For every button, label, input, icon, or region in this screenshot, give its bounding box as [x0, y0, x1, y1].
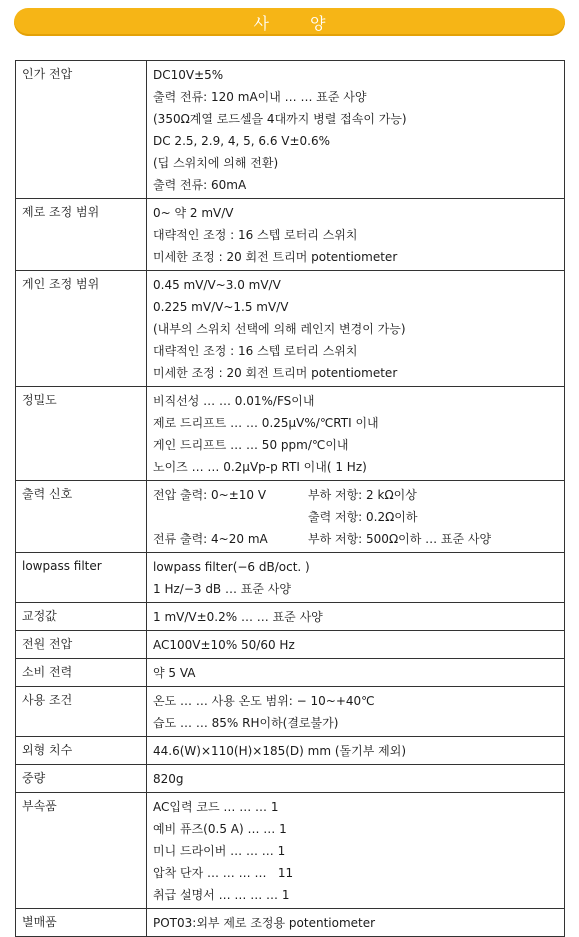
- spec-value-line: 약 5 VA: [153, 666, 196, 680]
- spec-label: 전원 전압: [22, 637, 73, 651]
- spec-value-right: 부하 저항: 2 kΩ이상: [308, 488, 417, 502]
- spec-value-left: 전압 출력: 0~±10 V: [153, 488, 267, 502]
- spec-value-cell: [147, 659, 565, 687]
- spec-value-line: 게인 드리프트 … … 50 ppm/℃이내: [153, 438, 349, 452]
- spec-label-cell: [16, 793, 147, 909]
- spec-value-cell: [147, 553, 565, 603]
- spec-row: [16, 199, 565, 271]
- spec-value-line: 0.225 mV/V~1.5 mV/V: [153, 300, 289, 314]
- spec-label: 사용 조건: [22, 693, 73, 707]
- spec-value-line: DC 2.5, 2.9, 4, 5, 6.6 V±0.6%: [153, 134, 331, 148]
- spec-label-cell: [16, 603, 147, 631]
- spec-value-line: 대략적인 조정 : 16 스텝 로터리 스위치: [153, 344, 358, 358]
- spec-label: 인가 전압: [22, 67, 73, 81]
- spec-value-line: lowpass filter(−6 dB/oct. ): [153, 560, 310, 574]
- spec-value-line: DC10V±5%: [153, 68, 224, 82]
- spec-value-cell: [147, 61, 565, 199]
- spec-value-line: (350Ω계열 로드셀을 4대까지 병렬 접속이 가능): [153, 112, 407, 126]
- spec-value-line: 예비 퓨즈(0.5 A) … … 1: [153, 822, 287, 836]
- specification-table: [15, 60, 565, 937]
- spec-value-line: (내부의 스위치 선택에 의해 레인지 변경이 가능): [153, 322, 406, 336]
- spec-row: [16, 387, 565, 481]
- spec-value-cell: [147, 199, 565, 271]
- spec-label-cell: [16, 909, 147, 937]
- spec-row: [16, 793, 565, 909]
- spec-row: [16, 765, 565, 793]
- spec-label-cell: [16, 199, 147, 271]
- spec-label-cell: [16, 687, 147, 737]
- spec-row: [16, 909, 565, 937]
- spec-value-cell: [147, 909, 565, 937]
- spec-value-cell: [147, 481, 565, 553]
- spec-row: [16, 687, 565, 737]
- spec-value-line: 출력 전류: 60mA: [153, 178, 247, 192]
- spec-value-line: AC100V±10% 50/60 Hz: [153, 638, 295, 652]
- section-header-banner: [14, 8, 565, 36]
- spec-value-line: 습도 … … 85% RH이하(결로불가): [153, 716, 339, 730]
- spec-value-cell: [147, 271, 565, 387]
- spec-row: [16, 659, 565, 687]
- spec-value-line: (딥 스위치에 의해 전환): [153, 156, 279, 170]
- spec-value-line: 압착 단자 … … … … 11: [153, 866, 294, 880]
- spec-label-cell: [16, 631, 147, 659]
- spec-value-left: 전류 출력: 4~20 mA: [153, 532, 268, 546]
- spec-row: [16, 61, 565, 199]
- spec-row: [16, 271, 565, 387]
- spec-row: [16, 553, 565, 603]
- spec-label: 소비 전력: [22, 665, 73, 679]
- spec-label: 교정값: [22, 609, 57, 623]
- spec-value-right: 출력 저항: 0.2Ω이하: [308, 510, 418, 524]
- spec-row: [16, 737, 565, 765]
- spec-label: 부속품: [22, 799, 57, 813]
- spec-value-cell: [147, 737, 565, 765]
- spec-row: [16, 481, 565, 553]
- spec-value-line: 노이즈 … … 0.2μVp-p RTI 이내( 1 Hz): [153, 460, 367, 474]
- spec-value-line: 1 Hz/−3 dB … 표준 사양: [153, 582, 291, 596]
- spec-value-line: 제로 드리프트 … … 0.25μV%/℃RTI 이내: [153, 416, 379, 430]
- spec-row: [16, 603, 565, 631]
- spec-value-line: 0.45 mV/V~3.0 mV/V: [153, 278, 281, 292]
- spec-value-left: [153, 506, 308, 528]
- spec-value-line: AC입력 코드 … … … 1: [153, 800, 279, 814]
- spec-label-cell: [16, 61, 147, 199]
- spec-label-cell: [16, 271, 147, 387]
- spec-label: 게인 조정 범위: [22, 277, 100, 291]
- spec-value-line: 취급 설명서 … … … … 1: [153, 888, 290, 902]
- spec-value-pair: [153, 484, 564, 506]
- spec-value-pair: [153, 528, 564, 550]
- spec-label: 정밀도: [22, 393, 57, 407]
- spec-value-right: 부하 저항: 500Ω이하 … 표준 사양: [308, 532, 492, 546]
- spec-label-cell: [16, 553, 147, 603]
- spec-value-line: 미세한 조정 : 20 회전 트리머 potentiometer: [153, 366, 398, 380]
- spec-label: 외형 치수: [22, 743, 73, 757]
- spec-value-cell: [147, 387, 565, 481]
- spec-value-line: 미세한 조정 : 20 회전 트리머 potentiometer: [153, 250, 398, 264]
- spec-value-line: POT03:외부 제로 조정용 potentiometer: [153, 916, 376, 930]
- spec-label: 중량: [22, 771, 46, 785]
- spec-label: 별매품: [22, 915, 57, 929]
- spec-value-line: 대략적인 조정 : 16 스텝 로터리 스위치: [153, 228, 358, 242]
- spec-value-line: 미니 드라이버 … … … 1: [153, 844, 286, 858]
- spec-value-line: 820g: [153, 772, 184, 786]
- spec-label-cell: [16, 481, 147, 553]
- spec-label: 출력 신호: [22, 487, 73, 501]
- spec-value-line: 온도 … … 사용 온도 범위: − 10~+40℃: [153, 694, 375, 708]
- spec-label-cell: [16, 387, 147, 481]
- spec-label-cell: [16, 737, 147, 765]
- spec-value-line: 0~ 약 2 mV/V: [153, 206, 234, 220]
- spec-label: lowpass filter: [22, 559, 102, 573]
- spec-value-line: 1 mV/V±0.2% … … 표준 사양: [153, 610, 323, 624]
- spec-value-cell: [147, 687, 565, 737]
- spec-value-cell: [147, 793, 565, 909]
- spec-value-line: 44.6(W)×110(H)×185(D) mm (돌기부 제외): [153, 744, 407, 758]
- spec-value-cell: [147, 765, 565, 793]
- spec-value-cell: [147, 631, 565, 659]
- spec-value-pair: [153, 506, 564, 528]
- spec-value-line: 비직선성 … … 0.01%/FS이내: [153, 394, 315, 408]
- spec-value-cell: [147, 603, 565, 631]
- spec-label-cell: [16, 659, 147, 687]
- spec-label: 제로 조정 범위: [22, 205, 100, 219]
- section-title: 사 양: [253, 13, 344, 33]
- spec-row: [16, 631, 565, 659]
- spec-label-cell: [16, 765, 147, 793]
- spec-value-line: 출력 전류: 120 mA이내 … … 표준 사양: [153, 90, 367, 104]
